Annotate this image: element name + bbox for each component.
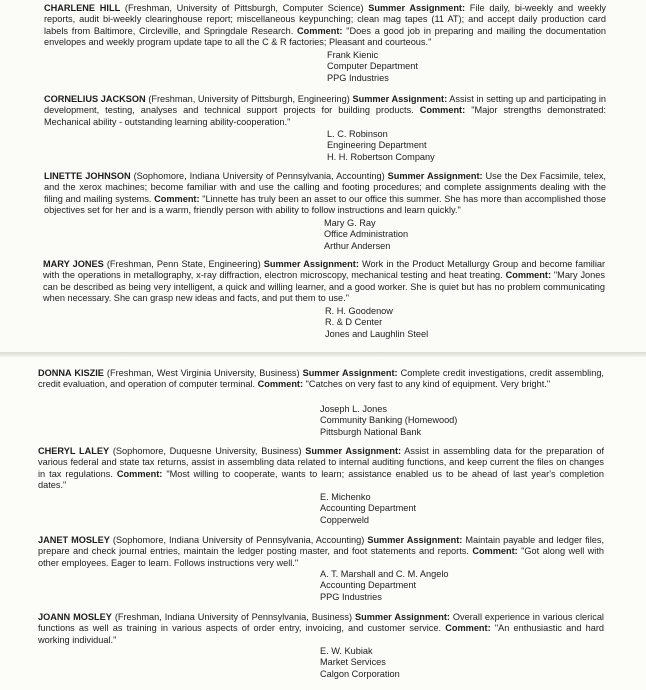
- comment-text: "Catches on very fast to any kind of equipment. Very bright.": [305, 379, 551, 390]
- assignment-label: Summer Assignment:: [368, 3, 466, 13]
- assignment-text: Complete credit investigations, credit assembling, credit evaluation, and operation of computer terminal.: [38, 368, 604, 390]
- signer-department: Accounting Department: [320, 580, 417, 591]
- entry-paragraph: [43, 259, 605, 304]
- signature-block: [325, 306, 428, 340]
- entry-paragraph: [38, 368, 604, 391]
- signer-department: Office Administration: [324, 229, 409, 240]
- signer-department: Computer Department: [327, 61, 418, 72]
- student-details: (Freshman, Penn State, Engineering): [106, 259, 261, 269]
- assignment-text: Maintain payable and ledger files, prepare and check journal entries, maintain the ledger posting master, and foot statements and reports.: [38, 535, 604, 557]
- signature-block: [320, 646, 400, 680]
- assignment-text: Assist in assembling data for the preparation of various federal and state tax returns, assist in assembling data related to internal auditing functions, and keep current the files on changes in tax regulations.: [38, 446, 604, 479]
- entry-paragraph: [38, 535, 604, 569]
- entry-paragraph: [44, 94, 606, 128]
- student-name: LINETTE JOHNSON: [44, 171, 131, 181]
- signer-department: Accounting Department: [320, 503, 417, 514]
- signature-block: [327, 50, 418, 84]
- comment-text: "Mary Jones can be described as being very intelligent, a quick and willing learner, and a good worker. She is quiet but has no problem communicating when necessary. She can grasp new ideas and facts, and put them to use.": [43, 270, 605, 303]
- comment-text: "Most willing to cooperate, wants to learn; assistance enabled us to be ahead of last year's completion dates.": [38, 468, 604, 490]
- comment-text: "Got along well with other employees. Eager to learn. Follows instructions very well.": [38, 546, 605, 568]
- signature-block: [324, 218, 408, 252]
- comment-text: "Major strengths demonstrated: Mechanical ability - outstanding learning ability-cooperation.": [44, 105, 606, 127]
- signer-name: E. Michenko: [320, 492, 371, 502]
- student-details: (Freshman, University of Pittsburgh, Computer Science): [124, 3, 364, 13]
- signer-name: R. H. Goodenow: [325, 306, 393, 316]
- assignment-text: Use the Dex Facsimile, telex, and the xerox machines; become familiar with and use the calling and footing procedures; and complete assignments dealing with the filing and mailing systems.: [44, 171, 606, 204]
- entry-paragraph: [38, 612, 604, 646]
- signer-name: Mary G. Ray: [324, 218, 376, 228]
- assignment-text: Work in the Product Metallurgy Group and become familiar with the operations in metallography, x-ray diffraction, electron microscopy, mechanical testing and heat treating.: [43, 259, 606, 281]
- comment-label: Comment:: [116, 468, 163, 479]
- student-details: (Freshman, West Virginia University, Business): [106, 368, 300, 378]
- signer-name: Frank Kienic: [327, 50, 379, 60]
- signer-company: Calgon Corporation: [320, 668, 400, 679]
- assignment-label: Summer Assignment:: [302, 368, 398, 378]
- signature-block: [320, 569, 449, 603]
- student-name: JOANN MOSLEY: [38, 612, 112, 622]
- entry-paragraph: [44, 171, 606, 216]
- assignment-label: Summer Assignment:: [263, 259, 359, 269]
- comment-text: "An enthusiastic and hard working individual.": [38, 623, 604, 645]
- signature-block: [320, 404, 457, 438]
- signature-block: [320, 492, 416, 526]
- entry-paragraph: [44, 3, 606, 48]
- comment-label: Comment:: [445, 623, 491, 634]
- signer-name: L. C. Robinson: [327, 129, 388, 139]
- student-name: CHERYL LALEY: [38, 446, 110, 456]
- signer-name: A. T. Marshall and C. M. Angelo: [320, 569, 449, 579]
- student-details: (Freshman, Indiana University of Pennsylvania, Business): [114, 612, 353, 622]
- signer-name: Joseph L. Jones: [320, 404, 387, 414]
- student-details: (Sophomore, Duquesne University, Business): [112, 446, 302, 456]
- student-name: CORNELIUS JACKSON: [44, 94, 146, 104]
- comment-label: Comment:: [419, 105, 466, 116]
- comment-label: Comment:: [505, 270, 552, 281]
- assignment-label: Summer Assignment:: [354, 612, 450, 622]
- assignment-text: Assist in setting up and participating in development, testing, analyses and technical support projects for building products.: [44, 94, 607, 116]
- signer-department: Community Banking (Homewood): [320, 415, 458, 426]
- signer-name: E. W. Kubiak: [320, 646, 373, 656]
- student-name: JANET MOSLEY: [38, 535, 110, 545]
- student-name: DONNA KISZIE: [38, 368, 104, 378]
- comment-label: Comment:: [297, 25, 343, 36]
- signer-department: Engineering Department: [327, 140, 427, 151]
- signer-company: Copperweld: [320, 514, 370, 525]
- assignment-label: Summer Assignment:: [387, 171, 483, 181]
- signer-company: Jones and Laughlin Steel: [325, 328, 429, 339]
- comment-label: Comment:: [257, 379, 304, 390]
- comment-text: "Linnette has truly been an asset to our office this summer. She has more than accomplished those objectives set for her and is a warm, friendly person with ability to follow instructions and learn quickly.": [44, 193, 606, 215]
- assignment-text: Overall experience in various clerical functions as well as training in various aspects of order entry, invoicing, and customer service.: [38, 612, 604, 634]
- assignment-label: Summer Assignment:: [367, 535, 463, 545]
- student-details: (Sophomore, Indiana University of Pennsylvania, Accounting): [112, 535, 365, 545]
- comment-label: Comment:: [472, 546, 518, 557]
- student-name: MARY JONES: [43, 259, 104, 269]
- signature-block: [327, 129, 435, 163]
- signer-company: Arthur Andersen: [324, 240, 391, 251]
- assignment-label: Summer Assignment:: [305, 446, 402, 456]
- entry-paragraph: [38, 446, 604, 491]
- student-details: (Sophomore, Indiana University of Pennsylvania, Accounting): [133, 171, 385, 181]
- signer-company: PPG Industries: [320, 591, 382, 602]
- signer-department: Market Services: [320, 657, 386, 668]
- signer-company: Pittsburgh National Bank: [320, 426, 422, 437]
- student-details: (Freshman, University of Pittsburgh, Engineering): [148, 94, 350, 104]
- signer-department: R. & D Center: [325, 317, 383, 328]
- comment-text: "Does a good job in preparing and mailing the documentation envelopes and weekly program update tape to all the C & R factories; Pleasant and courteous.": [44, 25, 606, 47]
- assignment-text: File daily, bi-weekly and weekly reports, audit bi-weekly clearinghouse report; miscellaneous keypunching; clean mag tapes (11 AT); and accept daily production card labels from Baltimore, Circleville, and Springdale Research.: [44, 3, 606, 36]
- assignment-label: Summer Assignment:: [352, 94, 448, 104]
- signer-company: H. H. Robertson Company: [327, 151, 435, 162]
- comment-label: Comment:: [154, 193, 200, 204]
- student-name: CHARLENE HILL: [44, 3, 121, 13]
- signer-company: PPG Industries: [327, 72, 389, 83]
